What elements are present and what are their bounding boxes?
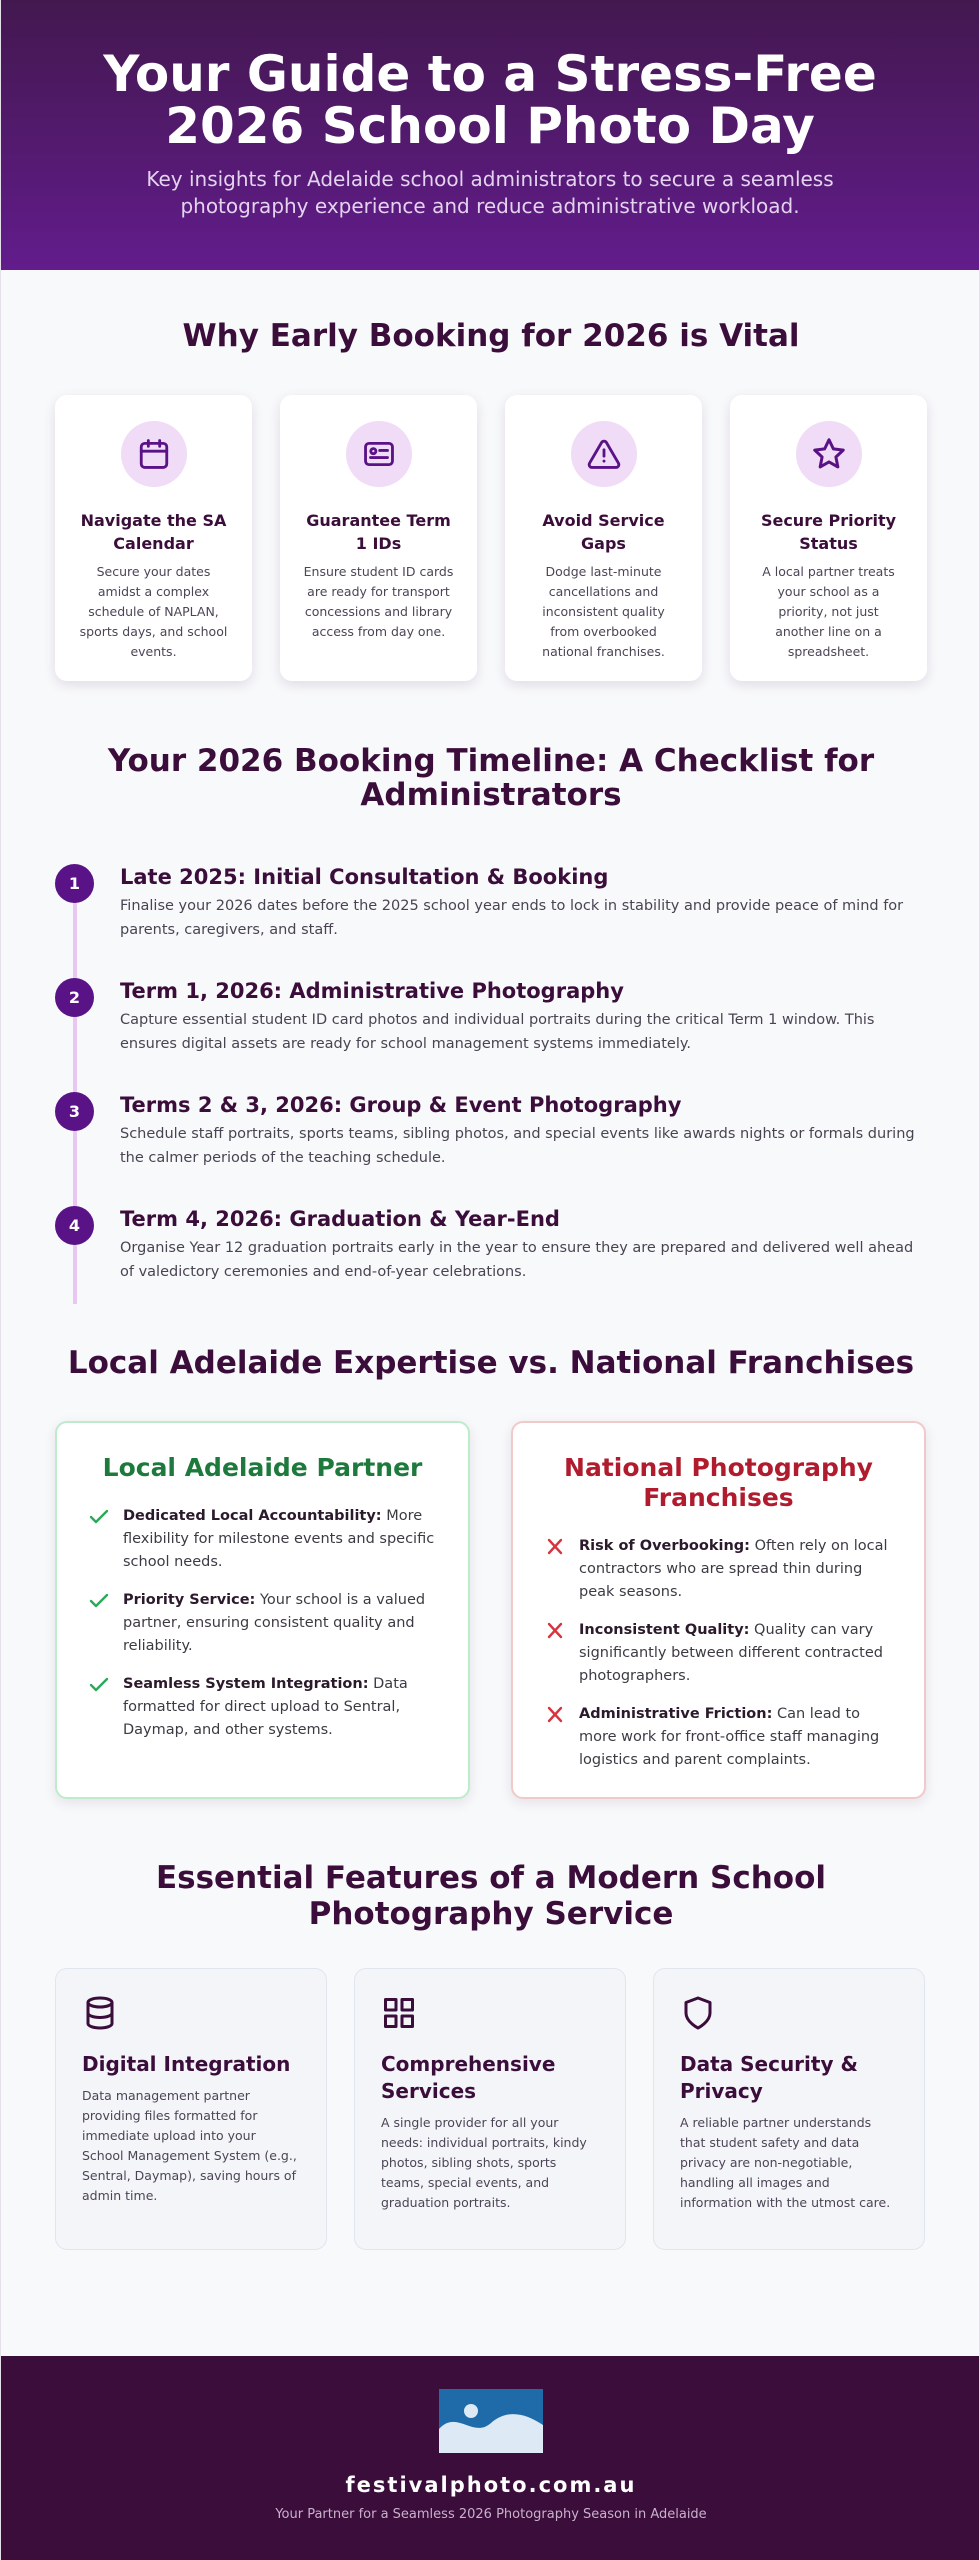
timeline-step-badge: 2: [55, 978, 94, 1017]
timeline-item: [55, 1092, 930, 1170]
list-item-text: Seamless System Integration: Data formatted for direct upload to Sentral, Daymap, and other systems.: [123, 1676, 408, 1738]
cross-icon: [545, 1538, 565, 1556]
list-item: [545, 1619, 895, 1688]
list-item: [545, 1535, 895, 1604]
feature-card-title: Data Security & Privacy: [680, 2052, 858, 2103]
why-card-warning: [505, 395, 702, 681]
why-section-title: Why Early Booking for 2026 is Vital: [182, 318, 800, 354]
compare-section-title: Local Adelaide Expertise vs. National Franchises: [67, 1345, 915, 1381]
footer-tagline: Your Partner for a Seamless 2026 Photography Season in Adelaide: [275, 2507, 707, 2522]
why-card-text: Secure your dates amidst a complex schedule of NAPLAN, sports days, and school events.: [79, 564, 228, 659]
timeline-step-badge: 1: [55, 864, 94, 903]
star-icon: [796, 421, 862, 487]
feature-card-text: Data management partner providing files formatted for immediate upload into your School Management System (e.g., Sentral, Daymap), saving hours of admin time.: [82, 2088, 297, 2203]
why-card-star: [730, 395, 927, 681]
feature-card-comprehensive-services: [354, 1968, 626, 2250]
timeline-item-text: Schedule staff portraits, sports teams, sibling photos, and special events like awards nights or formals during the calmer periods of the teaching schedule.: [120, 1126, 915, 1166]
why-card-title: Secure Priority Status: [760, 511, 897, 553]
why-card-id: [280, 395, 477, 681]
feature-card-title: Digital Integration: [82, 2052, 291, 2076]
page-title: Your Guide to a Stress-Free 2026 School Photo Day: [103, 45, 877, 155]
list-item: [89, 1505, 439, 1574]
calendar-icon: [121, 421, 187, 487]
database-icon: [82, 1995, 118, 2031]
list-item-text: Risk of Overbooking: Often rely on local contractors who are spread thin during peak seasons.: [579, 1538, 888, 1600]
check-icon: [89, 1508, 109, 1526]
national-franchise-list: [545, 1535, 895, 1772]
local-partner-title: Local Adelaide Partner: [102, 1453, 423, 1482]
warning-icon: [571, 421, 637, 487]
why-card-title: Guarantee Term 1 IDs: [306, 511, 451, 553]
feature-card-text: A single provider for all your needs: individual portraits, kindy photos, sibling shots, sports teams, special events, and graduation portraits.: [381, 2115, 587, 2210]
why-card-text: Ensure student ID cards are ready for transport concessions and library access from day one.: [303, 564, 454, 639]
page-subtitle: Key insights for Adelaide school administrators to secure a seamless photography experience and reduce administrative workload.: [146, 167, 834, 218]
why-card-calendar: [55, 395, 252, 681]
timeline-item-title: Term 4, 2026: Graduation & Year-End: [120, 1207, 560, 1231]
timeline-item: [55, 864, 930, 942]
timeline-item-text: Organise Year 12 graduation portraits early in the year to ensure they are prepared and delivered well ahead of valedictory ceremonies and end-of-year celebrations.: [120, 1240, 914, 1280]
why-card-text: A local partner treats your school as a priority, not just another line on a spreadsheet.: [762, 564, 895, 659]
footer: [1, 2356, 980, 2560]
cross-icon: [545, 1622, 565, 1640]
local-partner-list: [89, 1505, 439, 1742]
timeline-item-text: Capture essential student ID card photos and individual portraits during the critical Term 1 window. This ensures digital assets are ready for school management systems immediately.: [120, 1012, 875, 1052]
feature-card-text: A reliable partner understands that student safety and data privacy are non-negotiable, handling all images and information with the utmost care.: [680, 2115, 891, 2210]
why-cards: [55, 395, 927, 681]
footer-domain[interactable]: festivalphoto.com.au: [345, 2473, 637, 2497]
national-franchise-card: [511, 1421, 926, 1799]
feature-card-digital-integration: [55, 1968, 327, 2250]
hero-header: [1, 0, 979, 270]
list-item: [89, 1589, 439, 1658]
cross-icon: [545, 1706, 565, 1724]
feature-cards: [55, 1968, 925, 2250]
national-franchise-title: National Photography Franchises: [564, 1453, 873, 1512]
id-card-icon: [346, 421, 412, 487]
check-icon: [89, 1676, 109, 1694]
timeline-item-title: Terms 2 & 3, 2026: Group & Event Photography: [120, 1093, 682, 1117]
festivalphoto-logo[interactable]: [439, 2389, 543, 2453]
why-card-title: Avoid Service Gaps: [542, 511, 665, 553]
list-item-text: Dedicated Local Accountability: More flexibility for milestone events and specific school needs.: [123, 1508, 435, 1570]
timeline-step-badge: 4: [55, 1206, 94, 1245]
timeline-step-badge: 3: [55, 1092, 94, 1131]
feature-card-title: Comprehensive Services: [381, 2052, 556, 2103]
list-item-text: Priority Service: Your school is a valued partner, ensuring consistent quality and reliability.: [123, 1592, 426, 1654]
check-icon: [89, 1592, 109, 1610]
list-item-text: Inconsistent Quality: Quality can vary significantly between different contracted photographers.: [579, 1622, 883, 1684]
timeline-item: [55, 978, 930, 1056]
features-section-title: Essential Features of a Modern School Photography Service: [155, 1860, 827, 1932]
list-item: [89, 1673, 439, 1742]
list-item-text: Administrative Friction: Can lead to more work for front-office staff managing logistics and parent complaints.: [579, 1706, 880, 1768]
timeline-item-title: Term 1, 2026: Administrative Photography: [120, 979, 624, 1003]
shield-icon: [680, 1995, 716, 2031]
timeline-item: [55, 1206, 930, 1284]
feature-card-data-security: [653, 1968, 925, 2250]
local-partner-card: [55, 1421, 470, 1799]
grid-icon: [381, 1995, 417, 2031]
timeline-section-title: Your 2026 Booking Timeline: A Checklist for Administrators: [107, 743, 875, 813]
list-item: [545, 1703, 895, 1772]
why-card-title: Navigate the SA Calendar: [80, 511, 227, 553]
why-card-text: Dodge last-minute cancellations and inconsistent quality from overbooked national franchises.: [542, 564, 665, 659]
timeline-item-text: Finalise your 2026 dates before the 2025 school year ends to lock in stability and provide peace of mind for parents, caregivers, and staff.: [120, 898, 904, 938]
timeline-item-title: Late 2025: Initial Consultation & Booking: [120, 865, 609, 889]
